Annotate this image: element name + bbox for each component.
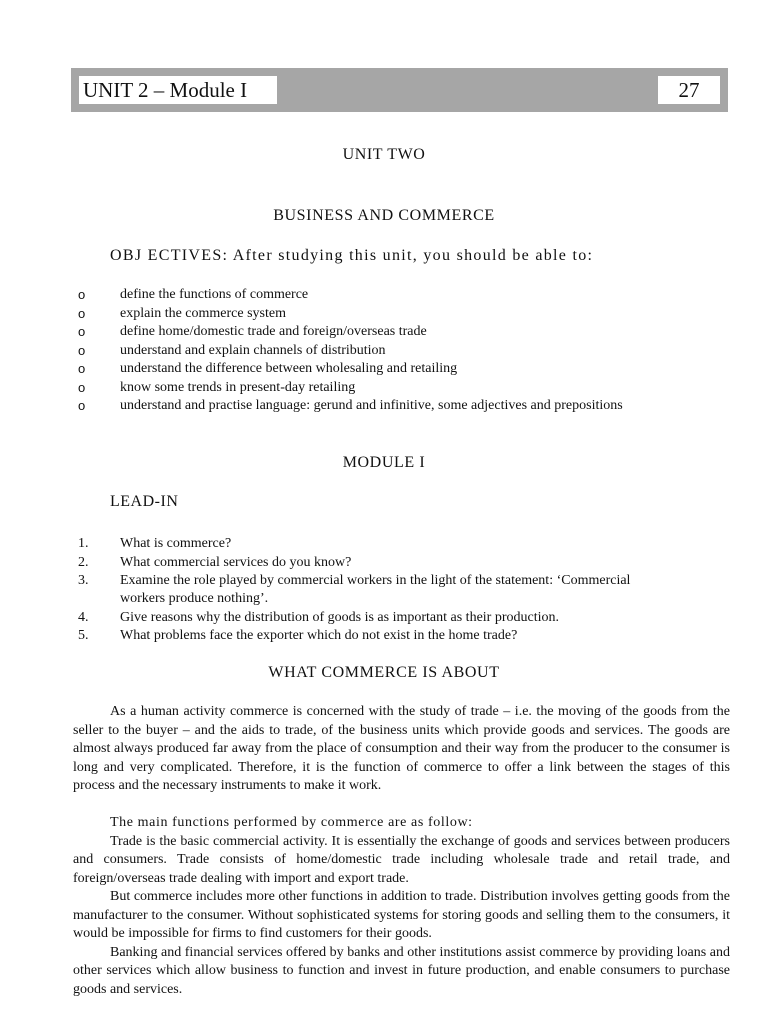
- list-item: [78, 609, 718, 627]
- bullet-marker: o: [78, 305, 86, 321]
- bullet-marker: o: [78, 398, 86, 413]
- article-title: WHAT COMMERCE IS ABOUT: [268, 664, 500, 681]
- bullet-marker: o: [78, 324, 86, 339]
- question-text: What commercial services do you know?: [120, 554, 352, 570]
- functions-intro: The main functions performed by commerce are as follow:: [110, 815, 473, 830]
- trade-paragraph: Trade is the basic commercial activity. It is essentially the exchange of goods and services between producers and consumers. Trade consists of home/domestic trade including wholesale trade and retail trade, and foreign/overseas trade dealing with import and export trade.: [73, 833, 730, 886]
- leadin-questions: [78, 535, 718, 646]
- list-item: [78, 535, 718, 553]
- leadin-title: LEAD-IN: [110, 493, 179, 510]
- bullet-marker: o: [78, 379, 86, 395]
- section-title: BUSINESS AND COMMERCE: [273, 207, 495, 224]
- distribution-paragraph: But commerce includes more other functions in addition to trade. Distribution involves getting goods from the manufacturer to the consumer. Without sophisticated systems for storing goods and selling them to the consumers, it would be impossible for firms to find customers for their goods.: [73, 889, 730, 941]
- question-text: What is commerce?: [120, 536, 232, 551]
- objective-text: define the functions of commerce: [120, 287, 309, 302]
- bullet-marker: o: [78, 342, 86, 358]
- intro-paragraph: [73, 703, 730, 796]
- question-number: 3.: [78, 573, 89, 588]
- objective-text: understand and explain channels of distribution: [120, 342, 386, 358]
- question-number: 2.: [78, 554, 89, 570]
- bullet-marker: o: [78, 287, 86, 302]
- objective-text: know some trends in present-day retailing: [120, 379, 356, 395]
- unit-label: UNIT 2 – Module I: [79, 76, 277, 104]
- question-number: 4.: [78, 609, 89, 625]
- objective-text: understand the difference between wholesaling and retailing: [120, 361, 458, 376]
- objectives-intro: OBJ ECTIVES: After studying this unit, you should be able to:: [110, 247, 594, 264]
- list-item: [78, 360, 718, 379]
- list-item: [78, 572, 718, 608]
- question-text: Examine the role played by commercial workers in the light of the statement: ‘Commercial workers produce nothing’.: [120, 573, 631, 606]
- bullet-marker: o: [78, 361, 86, 376]
- page-header: [71, 68, 728, 112]
- module-title: MODULE I: [342, 454, 426, 471]
- list-item: [78, 286, 718, 305]
- objectives-list: [78, 286, 718, 416]
- page-number: 27: [658, 76, 720, 104]
- question-number: 5.: [78, 628, 89, 643]
- question-text: Give reasons why the distribution of goods is as important as their production.: [120, 609, 559, 625]
- paragraph: As a human activity commerce is concerned with the study of trade – i.e. the moving of the goods from the seller to the buyer – and the aids to trade, of the business units which provide goods and services. The goods are almost always produced far away from the place of consumption and their way from the producer to the consumer is long and very complicated. Therefore, it is the function of commerce to offer a link between the stages of this process and the necessary instruments to make it work.: [73, 704, 730, 793]
- unit-title: UNIT TWO: [342, 146, 426, 163]
- banking-paragraph: Banking and financial services offered by banks and other institutions assist commerce by providing loans and other services which allow business to function and invest in future production, and enable consumers to purchase goods and services.: [73, 944, 730, 997]
- list-item: [78, 342, 718, 361]
- list-item: [78, 379, 718, 398]
- list-item: [78, 397, 718, 416]
- list-item: [78, 323, 718, 342]
- question-text: What problems face the exporter which do not exist in the home trade?: [120, 628, 518, 643]
- objective-text: explain the commerce system: [120, 305, 286, 321]
- objective-text: define home/domestic trade and foreign/overseas trade: [120, 324, 427, 339]
- list-item: [78, 305, 718, 324]
- functions-section: [73, 814, 730, 999]
- objective-text: understand and practise language: gerund and infinitive, some adjectives and prepositions: [120, 398, 623, 413]
- list-item: [78, 627, 718, 645]
- list-item: [78, 554, 718, 572]
- question-number: 1.: [78, 536, 89, 551]
